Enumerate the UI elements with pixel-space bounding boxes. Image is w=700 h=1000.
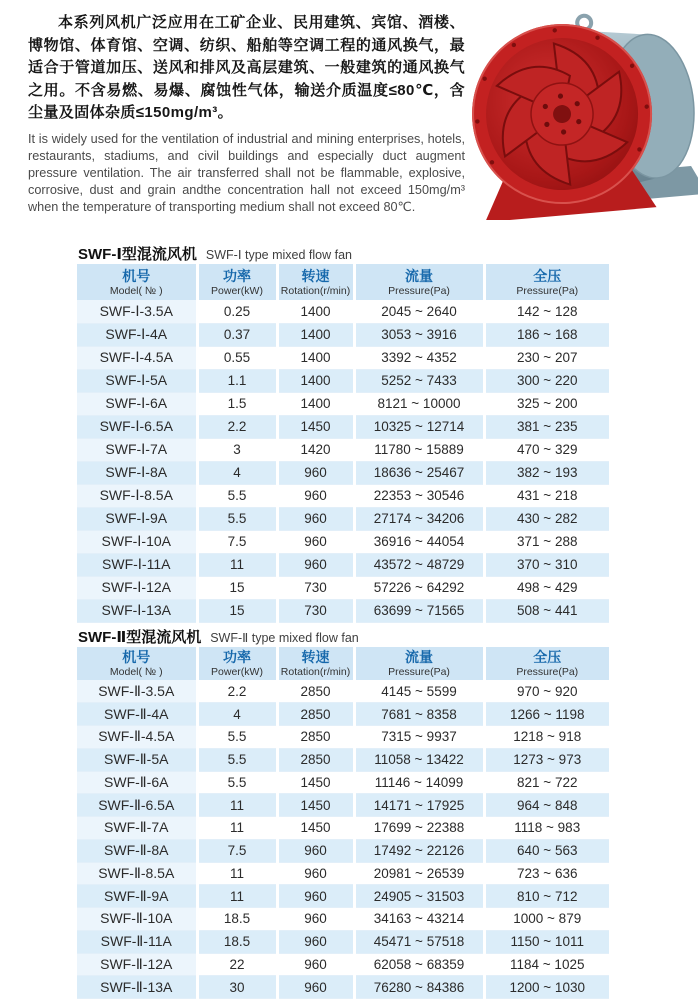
power-cell: 2.2 bbox=[197, 680, 277, 703]
model-cell: SWF-Ⅰ-8.5A bbox=[77, 484, 197, 507]
intro-paragraph-en: It is widely used for the ventilation of industrial and mining enterprises, hotels, restaurants, stadiums, and civil buildings and especially duct augment pressure ventilation. The air transferred shall not be flammable, explosive, corrosive, dust and grain andthe concentration hall not exceed 150mg/m³ when the temperature of transporting medium shall not exceed 80℃. bbox=[28, 132, 465, 214]
table-row bbox=[77, 530, 609, 553]
table-row bbox=[77, 599, 609, 622]
model-cell: SWF-Ⅰ-10A bbox=[77, 530, 197, 553]
flow-cell: 14171 ~ 17925 bbox=[354, 794, 484, 817]
table-row bbox=[77, 771, 609, 794]
pressure-cell: 1118 ~ 983 bbox=[484, 817, 609, 840]
rotation-cell: 730 bbox=[277, 576, 354, 599]
pressure-cell: 723 ~ 636 bbox=[484, 862, 609, 885]
rotation-cell: 1400 bbox=[277, 323, 354, 346]
power-cell: 11 bbox=[197, 862, 277, 885]
flow-cell: 8121 ~ 10000 bbox=[354, 392, 484, 415]
power-cell: 1.5 bbox=[197, 392, 277, 415]
pressure-cell: 431 ~ 218 bbox=[484, 484, 609, 507]
column-header-model: 机号 Model( № ) bbox=[77, 264, 197, 300]
model-cell: SWF-Ⅰ-11A bbox=[77, 553, 197, 576]
table-row bbox=[77, 507, 609, 530]
flow-cell: 3392 ~ 4352 bbox=[354, 346, 484, 369]
rotation-cell: 960 bbox=[277, 976, 354, 999]
section-title-en: SWF-Ⅱ type mixed flow fan bbox=[210, 631, 359, 645]
pressure-cell: 1200 ~ 1030 bbox=[484, 976, 609, 999]
flow-cell: 11780 ~ 15889 bbox=[354, 438, 484, 461]
model-cell: SWF-Ⅰ-9A bbox=[77, 507, 197, 530]
power-cell: 18.5 bbox=[197, 908, 277, 931]
section-title-cn: SWF-Ⅰ型混流风机 bbox=[78, 246, 197, 263]
table-row bbox=[77, 930, 609, 953]
flow-cell: 18636 ~ 25467 bbox=[354, 461, 484, 484]
table-row bbox=[77, 726, 609, 749]
pressure-cell: 1150 ~ 1011 bbox=[484, 930, 609, 953]
rotation-cell: 960 bbox=[277, 908, 354, 931]
table-header-row bbox=[77, 647, 609, 680]
table-row bbox=[77, 461, 609, 484]
model-cell: SWF-Ⅰ-6A bbox=[77, 392, 197, 415]
rotation-cell: 960 bbox=[277, 530, 354, 553]
product-photo-fan bbox=[464, 8, 698, 220]
model-cell: SWF-Ⅱ-13A bbox=[77, 976, 197, 999]
flow-cell: 5252 ~ 7433 bbox=[354, 369, 484, 392]
pressure-cell: 300 ~ 220 bbox=[484, 369, 609, 392]
flow-cell: 22353 ~ 30546 bbox=[354, 484, 484, 507]
model-cell: SWF-Ⅱ-6A bbox=[77, 771, 197, 794]
pressure-cell: 640 ~ 563 bbox=[484, 839, 609, 862]
mixed-flow-fan-image bbox=[464, 8, 698, 220]
flow-cell: 4145 ~ 5599 bbox=[354, 680, 484, 703]
model-cell: SWF-Ⅱ-3.5A bbox=[77, 680, 197, 703]
model-cell: SWF-Ⅱ-6.5A bbox=[77, 794, 197, 817]
power-cell: 5.5 bbox=[197, 507, 277, 530]
power-cell: 5.5 bbox=[197, 748, 277, 771]
table-row bbox=[77, 862, 609, 885]
flow-cell: 43572 ~ 48729 bbox=[354, 553, 484, 576]
rotation-cell: 1450 bbox=[277, 415, 354, 438]
model-cell: SWF-Ⅰ-7A bbox=[77, 438, 197, 461]
flow-cell: 17699 ~ 22388 bbox=[354, 817, 484, 840]
flow-cell: 10325 ~ 12714 bbox=[354, 415, 484, 438]
flow-cell: 7681 ~ 8358 bbox=[354, 703, 484, 726]
pressure-cell: 810 ~ 712 bbox=[484, 885, 609, 908]
power-cell: 7.5 bbox=[197, 839, 277, 862]
rotation-cell: 960 bbox=[277, 885, 354, 908]
flow-cell: 34163 ~ 43214 bbox=[354, 908, 484, 931]
flow-cell: 62058 ~ 68359 bbox=[354, 953, 484, 976]
rotation-cell: 1420 bbox=[277, 438, 354, 461]
power-cell: 2.2 bbox=[197, 415, 277, 438]
table-row bbox=[77, 817, 609, 840]
rotation-cell: 1450 bbox=[277, 794, 354, 817]
rotation-cell: 960 bbox=[277, 461, 354, 484]
table-row bbox=[77, 346, 609, 369]
pressure-cell: 1266 ~ 1198 bbox=[484, 703, 609, 726]
model-cell: SWF-Ⅰ-6.5A bbox=[77, 415, 197, 438]
table-row bbox=[77, 885, 609, 908]
rotation-cell: 960 bbox=[277, 862, 354, 885]
pressure-cell: 430 ~ 282 bbox=[484, 507, 609, 530]
pressure-cell: 186 ~ 168 bbox=[484, 323, 609, 346]
model-cell: SWF-Ⅱ-12A bbox=[77, 953, 197, 976]
table-row bbox=[77, 794, 609, 817]
flow-cell: 57226 ~ 64292 bbox=[354, 576, 484, 599]
rotation-cell: 2850 bbox=[277, 703, 354, 726]
column-header-power: 功率 Power(kW) bbox=[197, 647, 277, 680]
flow-cell: 11146 ~ 14099 bbox=[354, 771, 484, 794]
power-cell: 15 bbox=[197, 599, 277, 622]
pressure-cell: 498 ~ 429 bbox=[484, 576, 609, 599]
power-cell: 15 bbox=[197, 576, 277, 599]
model-cell: SWF-Ⅱ-10A bbox=[77, 908, 197, 931]
table-row bbox=[77, 392, 609, 415]
flow-cell: 2045 ~ 2640 bbox=[354, 300, 484, 323]
power-cell: 11 bbox=[197, 885, 277, 908]
table-row bbox=[77, 553, 609, 576]
rotation-cell: 960 bbox=[277, 484, 354, 507]
model-cell: SWF-Ⅰ-3.5A bbox=[77, 300, 197, 323]
table-row bbox=[77, 300, 609, 323]
column-header-model: 机号 Model( № ) bbox=[77, 647, 197, 680]
rotation-cell: 960 bbox=[277, 930, 354, 953]
rotation-cell: 730 bbox=[277, 599, 354, 622]
power-cell: 22 bbox=[197, 953, 277, 976]
flow-cell: 24905 ~ 31503 bbox=[354, 885, 484, 908]
swf1-spec-table bbox=[77, 264, 609, 623]
power-cell: 0.37 bbox=[197, 323, 277, 346]
model-cell: SWF-Ⅱ-5A bbox=[77, 748, 197, 771]
power-cell: 1.1 bbox=[197, 369, 277, 392]
section-heading-swf1 bbox=[78, 243, 352, 264]
intro-paragraph-cn: 本系列风机广泛应用在工矿企业、民用建筑、宾馆、酒楼、博物馆、体育馆、空调、纺织、船舶等空调工程的通风换气，最适合于管道加压、送风和排风及高层建筑、一般建筑的通风换气之用。不含易燃、易爆、腐蚀性气体，输送介质温度≤80℃，含尘量及固体杂质≤150mg/m³。 bbox=[28, 14, 465, 122]
pressure-cell: 1273 ~ 973 bbox=[484, 748, 609, 771]
rotation-cell: 960 bbox=[277, 553, 354, 576]
pressure-cell: 325 ~ 200 bbox=[484, 392, 609, 415]
column-header-flow: 流量 Pressure(Pa) bbox=[354, 647, 484, 680]
power-cell: 7.5 bbox=[197, 530, 277, 553]
table-row bbox=[77, 576, 609, 599]
power-cell: 5.5 bbox=[197, 726, 277, 749]
power-cell: 11 bbox=[197, 817, 277, 840]
rotation-cell: 1450 bbox=[277, 771, 354, 794]
pressure-cell: 370 ~ 310 bbox=[484, 553, 609, 576]
column-header-flow: 流量 Pressure(Pa) bbox=[354, 264, 484, 300]
model-cell: SWF-Ⅱ-4.5A bbox=[77, 726, 197, 749]
flow-cell: 11058 ~ 13422 bbox=[354, 748, 484, 771]
pressure-cell: 470 ~ 329 bbox=[484, 438, 609, 461]
power-cell: 4 bbox=[197, 703, 277, 726]
model-cell: SWF-Ⅰ-5A bbox=[77, 369, 197, 392]
table-row bbox=[77, 703, 609, 726]
power-cell: 3 bbox=[197, 438, 277, 461]
model-cell: SWF-Ⅰ-4A bbox=[77, 323, 197, 346]
pressure-cell: 142 ~ 128 bbox=[484, 300, 609, 323]
rotation-cell: 960 bbox=[277, 839, 354, 862]
rotation-cell: 2850 bbox=[277, 748, 354, 771]
section-heading-swf2 bbox=[78, 626, 359, 647]
table-row bbox=[77, 438, 609, 461]
pressure-cell: 381 ~ 235 bbox=[484, 415, 609, 438]
power-cell: 11 bbox=[197, 794, 277, 817]
model-cell: SWF-Ⅱ-11A bbox=[77, 930, 197, 953]
column-header-power: 功率 Power(kW) bbox=[197, 264, 277, 300]
power-cell: 5.5 bbox=[197, 771, 277, 794]
pressure-cell: 230 ~ 207 bbox=[484, 346, 609, 369]
table-row bbox=[77, 953, 609, 976]
column-header-pressure: 全压 Pressure(Pa) bbox=[484, 264, 609, 300]
section-title-en: SWF-Ⅰ type mixed flow fan bbox=[205, 248, 352, 262]
pressure-cell: 1218 ~ 918 bbox=[484, 726, 609, 749]
pressure-cell: 821 ~ 722 bbox=[484, 771, 609, 794]
flow-cell: 17492 ~ 22126 bbox=[354, 839, 484, 862]
rotation-cell: 1400 bbox=[277, 300, 354, 323]
flow-cell: 7315 ~ 9937 bbox=[354, 726, 484, 749]
pressure-cell: 382 ~ 193 bbox=[484, 461, 609, 484]
swf2-spec-table bbox=[77, 647, 609, 999]
power-cell: 11 bbox=[197, 553, 277, 576]
pressure-cell: 970 ~ 920 bbox=[484, 680, 609, 703]
rotation-cell: 1450 bbox=[277, 817, 354, 840]
table-row bbox=[77, 323, 609, 346]
power-cell: 0.55 bbox=[197, 346, 277, 369]
table-row bbox=[77, 680, 609, 703]
power-cell: 18.5 bbox=[197, 930, 277, 953]
rotation-cell: 2850 bbox=[277, 726, 354, 749]
rotation-cell: 2850 bbox=[277, 680, 354, 703]
power-cell: 30 bbox=[197, 976, 277, 999]
model-cell: SWF-Ⅱ-9A bbox=[77, 885, 197, 908]
model-cell: SWF-Ⅰ-4.5A bbox=[77, 346, 197, 369]
model-cell: SWF-Ⅱ-8A bbox=[77, 839, 197, 862]
flow-cell: 76280 ~ 84386 bbox=[354, 976, 484, 999]
table-row bbox=[77, 484, 609, 507]
pressure-cell: 1184 ~ 1025 bbox=[484, 953, 609, 976]
column-header-pressure: 全压 Pressure(Pa) bbox=[484, 647, 609, 680]
model-cell: SWF-Ⅱ-8.5A bbox=[77, 862, 197, 885]
rotation-cell: 1400 bbox=[277, 346, 354, 369]
section-title-cn: SWF-Ⅱ型混流风机 bbox=[78, 629, 202, 646]
rotation-cell: 1400 bbox=[277, 369, 354, 392]
table-row bbox=[77, 839, 609, 862]
flow-cell: 45471 ~ 57518 bbox=[354, 930, 484, 953]
table-header-row bbox=[77, 264, 609, 300]
table-row bbox=[77, 908, 609, 931]
rotation-cell: 960 bbox=[277, 953, 354, 976]
pressure-cell: 1000 ~ 879 bbox=[484, 908, 609, 931]
power-cell: 5.5 bbox=[197, 484, 277, 507]
table-row bbox=[77, 976, 609, 999]
rotation-cell: 1400 bbox=[277, 392, 354, 415]
model-cell: SWF-Ⅰ-13A bbox=[77, 599, 197, 622]
flow-cell: 3053 ~ 3916 bbox=[354, 323, 484, 346]
flow-cell: 27174 ~ 34206 bbox=[354, 507, 484, 530]
pressure-cell: 964 ~ 848 bbox=[484, 794, 609, 817]
column-header-rotation: 转速 Rotation(r/min) bbox=[277, 647, 354, 680]
flow-cell: 20981 ~ 26539 bbox=[354, 862, 484, 885]
pressure-cell: 371 ~ 288 bbox=[484, 530, 609, 553]
flow-cell: 63699 ~ 71565 bbox=[354, 599, 484, 622]
power-cell: 0.25 bbox=[197, 300, 277, 323]
table-row bbox=[77, 415, 609, 438]
model-cell: SWF-Ⅰ-8A bbox=[77, 461, 197, 484]
table-row bbox=[77, 748, 609, 771]
flow-cell: 36916 ~ 44054 bbox=[354, 530, 484, 553]
rotation-cell: 960 bbox=[277, 507, 354, 530]
model-cell: SWF-Ⅱ-4A bbox=[77, 703, 197, 726]
power-cell: 4 bbox=[197, 461, 277, 484]
model-cell: SWF-Ⅱ-7A bbox=[77, 817, 197, 840]
pressure-cell: 508 ~ 441 bbox=[484, 599, 609, 622]
table-row bbox=[77, 369, 609, 392]
model-cell: SWF-Ⅰ-12A bbox=[77, 576, 197, 599]
column-header-rotation: 转速 Rotation(r/min) bbox=[277, 264, 354, 300]
